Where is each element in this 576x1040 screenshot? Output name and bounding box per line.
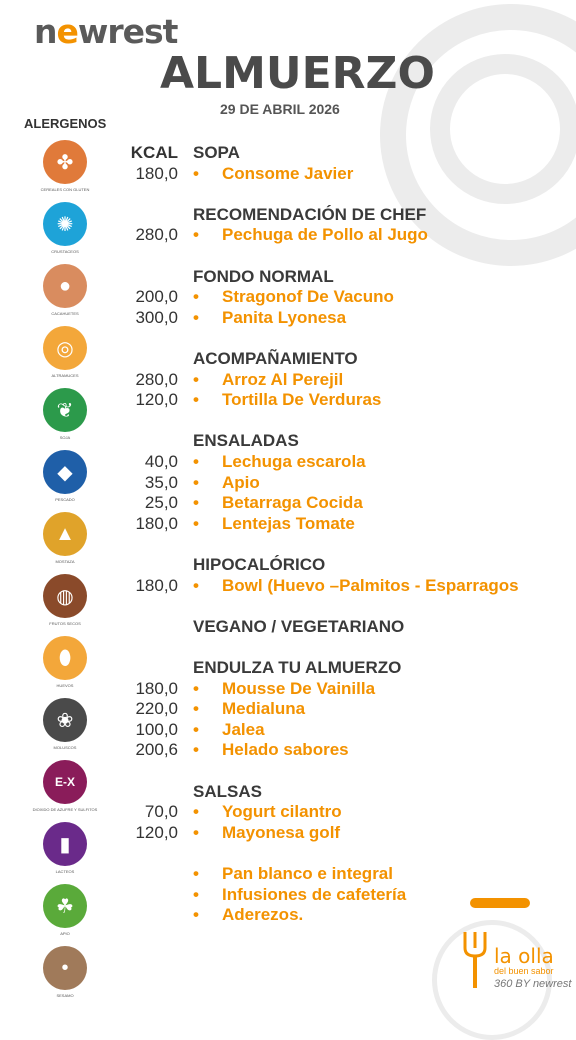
menu-item: Infusiones de cafetería	[222, 884, 407, 904]
allergen-label: CACAHUETES	[51, 311, 79, 316]
bullet-icon: •	[193, 452, 199, 471]
allergen-item	[20, 388, 110, 440]
milk-icon: ▮	[43, 822, 87, 866]
section-title: ENSALADAS	[193, 431, 299, 451]
menu-item: Helado sabores	[222, 740, 349, 760]
allergen-label: MOSTAZA	[55, 559, 75, 564]
item-kcal: 40,0	[144, 452, 178, 471]
bullet-icon: •	[193, 493, 199, 513]
section-title: RECOMENDACIÓN DE CHEF	[193, 204, 427, 224]
item-kcal: 200,0	[135, 287, 178, 307]
bullet-icon: •	[193, 575, 199, 595]
logo-text-part: n	[34, 12, 57, 51]
section-title: SALSAS	[193, 781, 262, 801]
section-title: SOPA	[193, 143, 240, 162]
menu-item: Aderezos.	[222, 905, 304, 925]
bullet-icon: •	[193, 225, 199, 245]
logo-text-part: wrest	[77, 12, 178, 51]
section-title: VEGANO / VEGETARIANO	[193, 616, 405, 636]
logo-accent-letter: e	[56, 12, 78, 51]
fork-icon	[462, 930, 488, 990]
item-kcal: 180,0	[135, 513, 178, 533]
menu-item: Medialuna	[222, 699, 306, 719]
bullet-icon: •	[193, 699, 199, 719]
allergen-label: PESCADO	[55, 497, 75, 502]
bullet-icon: •	[193, 740, 199, 760]
item-kcal: 300,0	[135, 307, 178, 327]
allergen-label: CRUSTACEOS	[51, 249, 79, 254]
allergen-item	[20, 636, 110, 688]
section-title: ENDULZA TU ALMUERZO	[193, 658, 402, 677]
item-kcal: 180,0	[135, 163, 178, 183]
bullet-icon: •	[193, 719, 199, 739]
allergen-item	[20, 450, 110, 502]
page-title: ALMUERZO	[160, 48, 435, 99]
celery-icon: ☘	[43, 884, 87, 928]
item-kcal: 100,0	[135, 719, 178, 739]
menu-item: Mayonesa golf	[222, 822, 341, 842]
bullet-icon: •	[193, 472, 199, 492]
crab-icon: ✺	[43, 202, 87, 246]
allergen-label: APIO	[60, 931, 70, 936]
item-kcal: 35,0	[144, 472, 178, 492]
peanut-icon: ●	[43, 264, 87, 308]
bullet-icon: •	[193, 905, 199, 925]
bullet-icon: •	[193, 369, 199, 389]
menu-item: Panita Lyonesa	[222, 307, 347, 327]
lupin-icon: ◎	[43, 326, 87, 370]
allergen-label: LACTEOS	[55, 869, 75, 874]
brand-sub: 360 BY newrest	[494, 978, 572, 990]
background-ring-decoration	[430, 54, 576, 204]
allergen-item	[20, 202, 110, 254]
allergen-item	[20, 574, 110, 626]
allergen-label: MOLUSCOS	[53, 745, 77, 750]
newrest-logo	[34, 12, 177, 51]
item-kcal: 25,0	[144, 493, 178, 513]
menu-item: Bowl (Huevo –Palmitos - Esparragos	[222, 575, 519, 595]
nuts-icon: ◍	[43, 574, 87, 618]
allergen-label: CEREALES CON GLUTEN	[40, 187, 90, 192]
sesame-icon: •	[43, 946, 87, 990]
allergen-label: FRUTOS SECOS	[49, 621, 81, 626]
allergen-label: HUEVOS	[56, 683, 74, 688]
menu-item: Tortilla De Verduras	[222, 390, 382, 410]
soy-icon: ❦	[43, 388, 87, 432]
allergen-label: SESAMO	[56, 993, 74, 998]
allergen-item	[20, 946, 110, 998]
wheat-icon: ✤	[43, 140, 87, 184]
item-kcal: 200,6	[135, 740, 178, 760]
brand-accent-bar	[470, 898, 530, 908]
menu-item: Lentejas Tomate	[222, 513, 355, 533]
bullet-icon: •	[193, 822, 199, 842]
allergen-item	[20, 326, 110, 378]
allergen-item	[20, 822, 110, 874]
bullet-icon: •	[193, 678, 199, 698]
allergen-item	[20, 512, 110, 564]
allergen-item	[20, 264, 110, 316]
menu-item: Consome Javier	[222, 163, 354, 183]
bullet-icon: •	[193, 802, 199, 822]
item-kcal: 220,0	[135, 699, 178, 719]
menu-item: Betarraga Cocida	[222, 493, 363, 513]
bullet-icon: •	[193, 864, 199, 883]
bullet-icon: •	[193, 513, 199, 533]
bullet-icon: •	[193, 163, 199, 183]
menu-item: Yogurt cilantro	[222, 802, 342, 822]
menu-date: 29 DE ABRIL 2026	[220, 101, 340, 117]
menu-item: Stragonof De Vacuno	[222, 287, 394, 307]
kcal-header: KCAL	[130, 143, 178, 162]
allergen-item	[20, 698, 110, 750]
bullet-icon: •	[193, 287, 199, 307]
allergen-label: DIOXIDO DE AZUFRE Y SULFITOS	[32, 807, 98, 812]
egg-icon: ⬮	[43, 636, 87, 680]
brand-tagline: del buen sabor	[494, 966, 554, 976]
menu-item: Lechuga escarola	[222, 452, 366, 471]
brand-name: la olla	[494, 944, 554, 968]
shell-icon: ❀	[43, 698, 87, 742]
mustard-icon: ▲	[43, 512, 87, 556]
menu-item: Mousse De Vainilla	[222, 678, 376, 698]
allergen-item	[20, 884, 110, 936]
item-kcal: 70,0	[144, 802, 178, 822]
section-title: HIPOCALÓRICO	[193, 555, 326, 574]
menu-item: Jalea	[222, 719, 265, 739]
menu-item: Arroz Al Perejil	[222, 369, 344, 389]
item-kcal: 280,0	[135, 225, 178, 245]
menu-item: Apio	[222, 472, 260, 492]
bullet-icon: •	[193, 884, 199, 904]
bullet-icon: •	[193, 390, 199, 410]
section-title: FONDO NORMAL	[193, 266, 334, 286]
item-kcal: 120,0	[135, 390, 178, 410]
fish-icon: ◆	[43, 450, 87, 494]
allergens-title: ALERGENOS	[24, 116, 107, 131]
allergen-item	[20, 140, 110, 192]
menu-item: Pan blanco e integral	[222, 864, 393, 883]
bullet-icon: •	[193, 307, 199, 327]
allergen-label: SOJA	[59, 435, 71, 440]
section-title: ACOMPAÑAMIENTO	[193, 349, 358, 368]
allergen-item	[20, 760, 110, 812]
sulphite-icon: E-X	[43, 760, 87, 804]
item-kcal: 120,0	[135, 822, 178, 842]
menu-item: Pechuga de Pollo al Jugo	[222, 225, 428, 245]
item-kcal: 280,0	[135, 369, 178, 389]
allergen-label: ALTRAMUCES	[51, 373, 79, 378]
item-kcal: 180,0	[135, 678, 178, 698]
item-kcal: 180,0	[135, 575, 178, 595]
